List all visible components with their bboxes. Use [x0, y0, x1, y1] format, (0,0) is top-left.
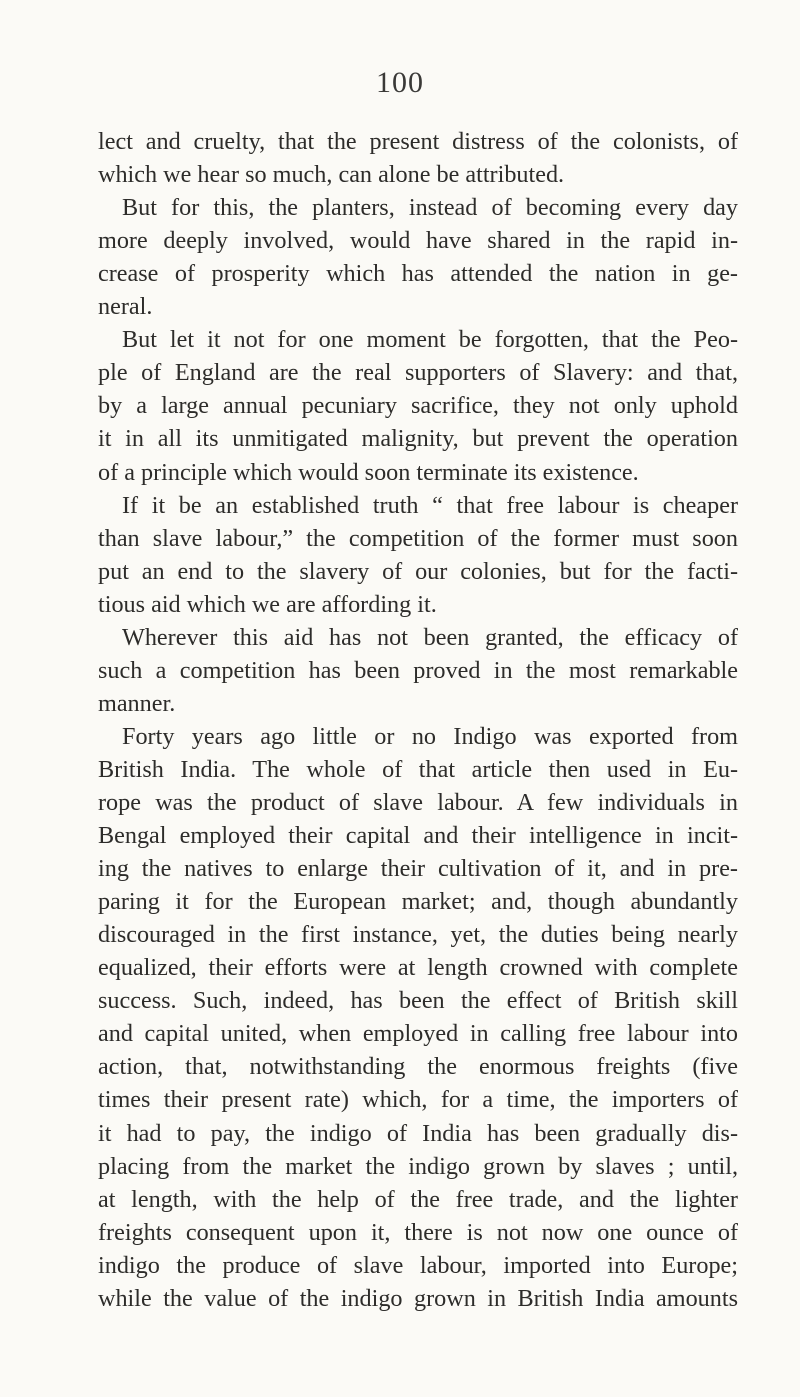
text-line: manner. [98, 689, 176, 717]
text-line: Bengal employed their capital and their intelligence in incit- [98, 822, 738, 849]
text-line: Wherever this aid has not been granted, the efficacy of [122, 623, 738, 651]
text-line: of a principle which would soon terminate its existence. [98, 458, 639, 486]
page-number: 100 [376, 66, 424, 99]
text-line: freights consequent upon it, there is not now one ounce of [98, 1218, 738, 1246]
text-line: But for this, the planters, instead of becoming every day [122, 194, 738, 222]
text-line: such a competition has been proved in the most remarkable [98, 656, 738, 684]
text-line: by a large annual pecuniary sacrifice, they not only uphold [98, 392, 738, 420]
text-line: ing the natives to enlarge their cultivation of it, and in pre- [98, 855, 738, 883]
text-line: put an end to the slavery of our colonies, but for the facti- [98, 557, 738, 585]
text-line: neral. [98, 293, 153, 321]
text-line: crease of prosperity which has attended the nation in ge- [98, 260, 738, 288]
text-line: paring it for the European market; and, though abundantly [98, 888, 738, 916]
text-line: But let it not for one moment be forgotten, that the Peo- [122, 326, 738, 354]
text-line: placing from the market the indigo grown by slaves ; until, [98, 1152, 738, 1180]
text-line: discouraged in the first instance, yet, the duties being nearly [98, 921, 738, 949]
text-line: and capital united, when employed in calling free labour into [98, 1020, 738, 1048]
text-line: it had to pay, the indigo of India has been gradually dis- [98, 1119, 738, 1147]
text-line: If it be an established truth “ that free labour is cheaper [122, 491, 738, 519]
text-line: success. Such, indeed, has been the effect of British skill [98, 987, 738, 1015]
text-line: indigo the produce of slave labour, imported into Europe; [98, 1251, 738, 1279]
text-line: lect and cruelty, that the present distress of the colonists, of [98, 128, 738, 155]
text-line: while the value of the indigo grown in British India amounts [98, 1284, 738, 1312]
text-line: British India. The whole of that article then used in Eu- [98, 755, 738, 783]
text-line: than slave labour,” the competition of the former must soon [98, 524, 738, 552]
text-line: tious aid which we are affording it. [98, 590, 437, 618]
text-line: times their present rate) which, for a time, the importers of [98, 1086, 738, 1114]
text-line: which we hear so much, can alone be attributed. [98, 161, 565, 189]
text-line: at length, with the help of the free trade, and the lighter [98, 1185, 738, 1213]
text-line: ple of England are the real supporters of Slavery: and that, [98, 359, 738, 387]
text-line: Forty years ago little or no Indigo was exported from [122, 722, 738, 750]
text-line: rope was the product of slave labour. A few individuals in [98, 789, 738, 816]
text-line: equalized, their efforts were at length crowned with complete [98, 954, 738, 982]
text-line: it in all its unmitigated malignity, but prevent the operation [98, 425, 738, 453]
text-line: action, that, notwithstanding the enormous freights (five [98, 1053, 738, 1081]
text-line: more deeply involved, would have shared in the rapid in- [98, 227, 738, 255]
